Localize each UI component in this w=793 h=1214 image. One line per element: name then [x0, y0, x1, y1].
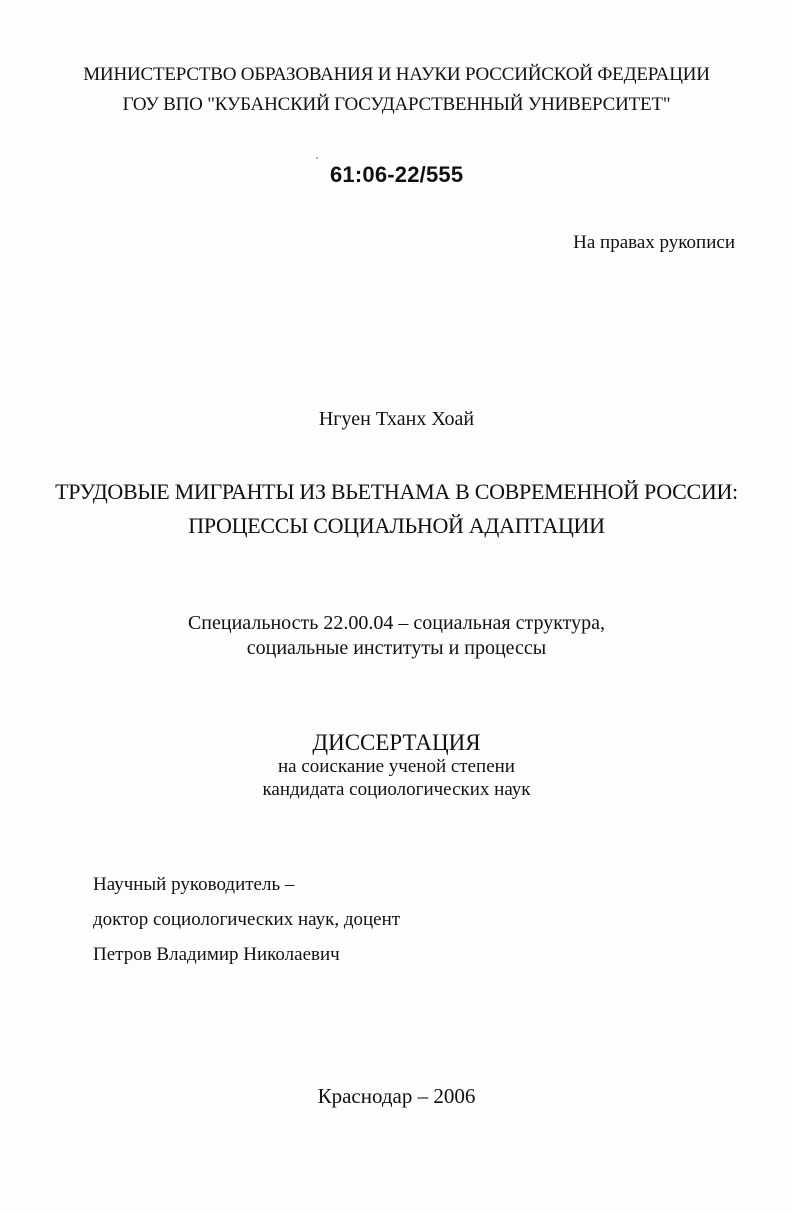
degree-line-2: кандидата социологических наук	[262, 779, 531, 800]
advisor-label: Научный руководитель –	[93, 874, 295, 895]
university-name: ГОУ ВПО "КУБАНСКИЙ ГОСУДАРСТВЕННЫЙ УНИВЕРСИТЕТ"	[122, 94, 671, 115]
advisor-degree: доктор социологических наук, доцент	[93, 909, 401, 930]
manuscript-rights-note: На правах рукописи	[573, 232, 735, 253]
author-name: Нгуен Тханх Хоай	[318, 408, 475, 430]
degree-line-1: на соискание ученой степени	[278, 756, 515, 777]
place-and-year: Краснодар – 2006	[317, 1084, 476, 1108]
advisor-name: Петров Владимир Николаевич	[93, 944, 340, 965]
scan-speck	[316, 157, 318, 159]
thesis-title-line-2: ПРОЦЕССЫ СОЦИАЛЬНОЙ АДАПТАЦИИ	[188, 513, 605, 538]
document-type: ДИССЕРТАЦИЯ	[312, 730, 481, 755]
specialty-line-2: социальные институты и процессы	[246, 637, 547, 659]
specialty-line-1: Специальность 22.00.04 – социальная структура,	[187, 612, 606, 634]
ministry-name: МИНИСТЕРСТВО ОБРАЗОВАНИЯ И НАУКИ РОССИЙСКОЙ ФЕДЕРАЦИИ	[83, 64, 710, 85]
library-code: 61:06-22/555	[330, 162, 464, 187]
thesis-title-line-1: ТРУДОВЫЕ МИГРАНТЫ ИЗ ВЬЕТНАМА В СОВРЕМЕННОЙ РОССИИ:	[55, 479, 738, 504]
